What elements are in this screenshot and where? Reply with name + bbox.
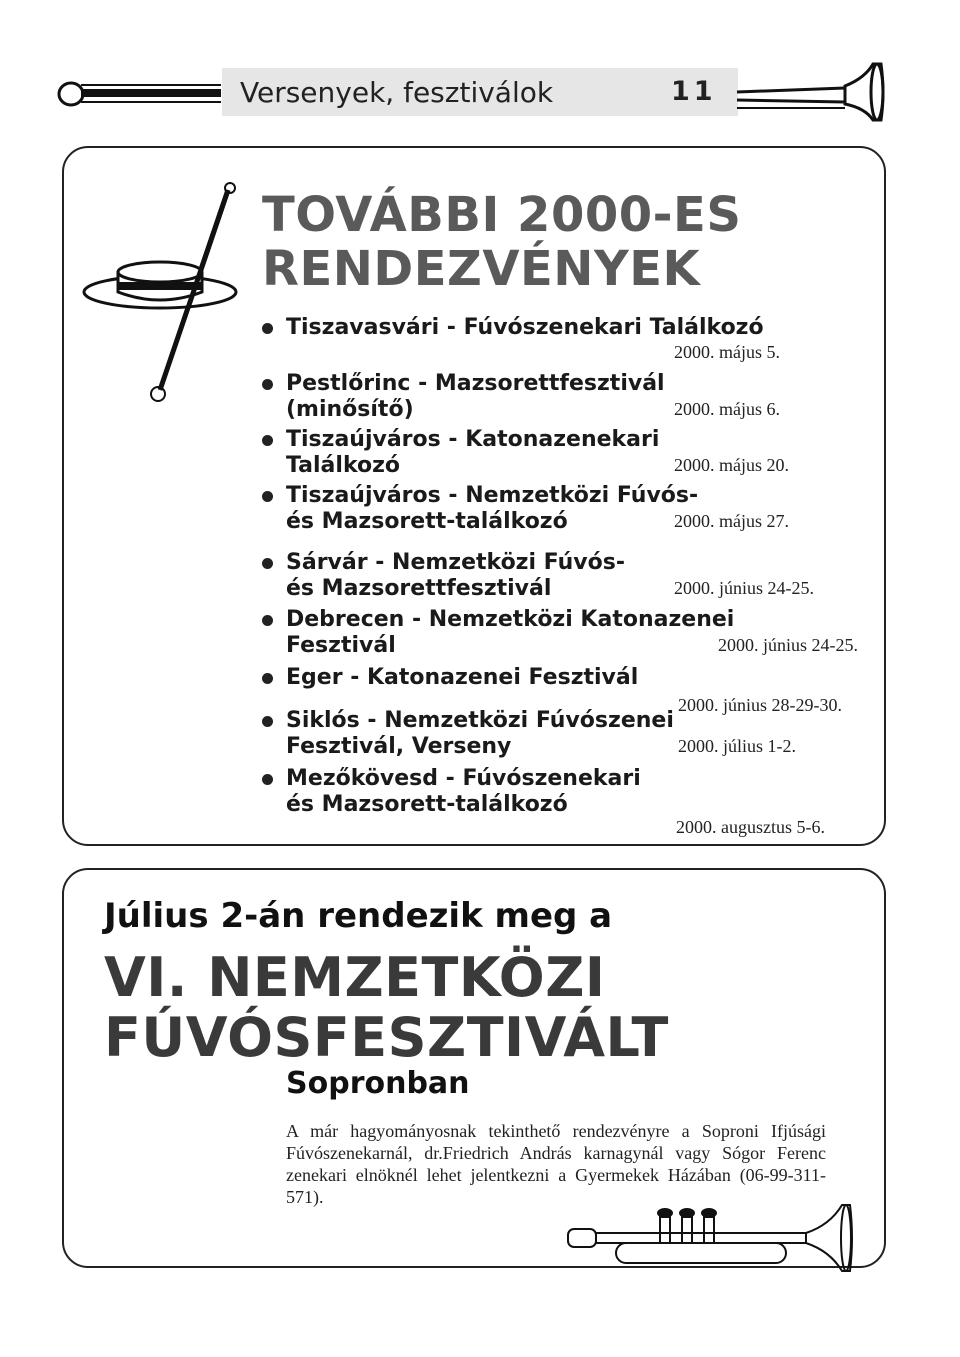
event-name: Tiszavasvári - Fúvószenekari Találkozó (286, 315, 764, 340)
bullet-icon (262, 774, 273, 785)
events-heading-line1: TOVÁBBI 2000-ES (262, 187, 742, 243)
event-name: Sárvár - Nemzetközi Fúvós- és Mazsorettfesztivál (286, 550, 625, 601)
festival-location: Sopronban (286, 1066, 470, 1101)
event-date: 2000. június 24-25. (718, 635, 859, 655)
festival-description: A már hagyományosnak tekinthető rendezvényre a Soproni Ifjúsági Fúvószenekarnál, dr.Friedrich András karnagynál vagy Sógor Ferenc zenekari elnöknél lehet jelentkezni a Gyermekek Házában (06-99-311-571). (286, 1121, 826, 1207)
bullet-icon (262, 673, 273, 684)
bullet-icon (262, 379, 273, 390)
event-name: Pestlőrinc - Mazsorettfesztivál (minősítő) (286, 371, 665, 422)
festival-intro: Július 2-án rendezik meg a (104, 896, 613, 936)
event-date: 2000. május 20. (674, 455, 789, 475)
event-date: 2000. június 24-25. (674, 578, 815, 598)
bullet-icon (262, 558, 273, 569)
bullet-icon (262, 435, 273, 446)
header-title: Versenyek, fesztiválok (240, 76, 554, 109)
festival-title-line2: FÚVÓSFESZTIVÁLT (104, 1006, 669, 1069)
baton-and-hat-icon (78, 180, 248, 410)
event-name: Siklós - Nemzetközi Fúvószenei Fesztivál, Verseny (286, 708, 674, 759)
event-date: 2000. május 6. (674, 399, 780, 419)
trumpet-icon (560, 1195, 860, 1285)
bullet-icon (262, 615, 273, 626)
events-heading (262, 188, 741, 296)
event-name: Tiszaújváros - Nemzetközi Fúvós- és Mazsorett-találkozó (286, 483, 699, 534)
event-date: 2000. augusztus 5-6. (676, 817, 825, 837)
events-heading-line2: RENDEZVÉNYEK (262, 241, 701, 297)
event-name: Mezőkövesd - Fúvószenekari és Mazsorett-találkozó (286, 766, 641, 817)
bullet-icon (262, 323, 273, 334)
event-name: Debrecen - Nemzetközi Katonazenei Fesztivál (286, 607, 735, 658)
event-date: 2000. július 1-2. (678, 736, 797, 756)
festival-title-line1: VI. NEMZETKÖZI (104, 946, 606, 1009)
bullet-icon (262, 716, 273, 727)
event-name: Tiszaújváros - Katonazenekari Találkozó (286, 427, 660, 478)
event-name: Eger - Katonazenei Fesztivál (286, 665, 639, 690)
page-number: 11 (671, 76, 717, 107)
bullet-icon (262, 491, 273, 502)
event-date: 2000. május 5. (674, 342, 780, 362)
event-date: 2000. június 28-29-30. (678, 695, 842, 715)
festival-title (104, 948, 669, 1068)
event-date: 2000. május 27. (674, 511, 789, 531)
